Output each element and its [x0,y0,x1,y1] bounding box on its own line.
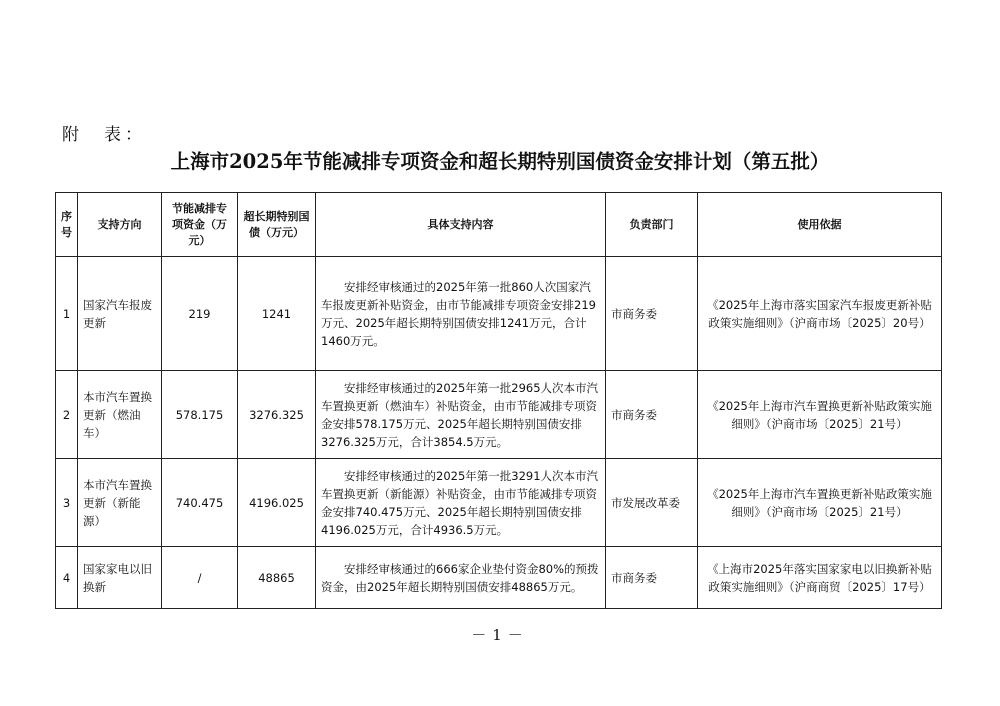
row-direction: 国家汽车报废更新 [78,257,162,371]
attachment-label: 附 表： [62,125,146,145]
row-index: 3 [56,459,78,547]
row-direction: 本市汽车置换更新（燃油车） [78,371,162,459]
row-department: 市商务委 [606,547,698,609]
row-content-text: 安排经审核通过的2025年第一批2965人次本市汽车置换更新（燃油车）补贴资金，由市节能减排专项资金安排578.175万元、2025年超长期特别国债安排3276.325万元，合计3854.5万元。 [321,380,599,449]
row-bond-fund: 1241 [238,257,316,371]
row-index: 4 [56,547,78,609]
page-number: －1－ [471,626,529,644]
row-content-text: 安排经审核通过的666家企业垫付资金80%的预拨资金，由2025年超长期特别国债安排48865万元。 [321,561,599,594]
row-basis: 《2025年上海市汽车置换更新补贴政策实施细则》（沪商市场〔2025〕21号） [698,371,942,459]
row-energy-fund: 578.175 [162,371,238,459]
row-basis: 《2025年上海市落实国家汽车报废更新补贴政策实施细则》（沪商市场〔2025〕20号） [698,257,942,371]
row-content-text: 安排经审核通过的2025年第一批3291人次本市汽车置换更新（新能源）补贴资金，由市节能减排专项资金安排740.475万元、2025年超长期特别国债安排4196.025万元，合计4936.5万元。 [321,468,599,537]
row-bond-fund: 4196.025 [238,459,316,547]
document-title: 上海市2025年节能减排专项资金和超长期特别国债资金安排计划（第五批） [170,150,830,173]
table-header-row [56,193,942,257]
column-header-content: 具体支持内容 [316,193,606,257]
row-content [316,371,606,459]
row-content [316,257,606,371]
row-bond-fund: 3276.325 [238,371,316,459]
row-energy-fund: 219 [162,257,238,371]
row-index: 2 [56,371,78,459]
fund-allocation-table [55,192,942,609]
row-department: 市商务委 [606,257,698,371]
row-content [316,459,606,547]
column-header-index: 序号 [56,193,78,257]
column-header-bond-fund: 超长期特别国债（万元） [238,193,316,257]
row-bond-fund: 48865 [238,547,316,609]
row-department: 市发展改革委 [606,459,698,547]
row-basis: 《2025年上海市汽车置换更新补贴政策实施细则》（沪商市场〔2025〕21号） [698,459,942,547]
column-header-basis: 使用依据 [698,193,942,257]
table-row [56,257,942,371]
column-header-department: 负责部门 [606,193,698,257]
column-header-energy-fund: 节能减排专项资金（万元） [162,193,238,257]
column-header-direction: 支持方向 [78,193,162,257]
table-row [56,371,942,459]
row-direction: 国家家电以旧换新 [78,547,162,609]
row-content-text: 安排经审核通过的2025年第一批860人次国家汽车报废更新补贴资金，由市节能减排专项资金安排219万元、2025年超长期特别国债安排1241万元，合计1460万元。 [321,279,596,348]
row-department: 市商务委 [606,371,698,459]
row-content [316,547,606,609]
row-energy-fund: 740.475 [162,459,238,547]
row-basis: 《上海市2025年落实国家家电以旧换新补贴政策实施细则》（沪商商贸〔2025〕17号） [698,547,942,609]
row-index: 1 [56,257,78,371]
table-row [56,547,942,609]
row-direction: 本市汽车置换更新（新能源） [78,459,162,547]
row-energy-fund: / [162,547,238,609]
table-row [56,459,942,547]
